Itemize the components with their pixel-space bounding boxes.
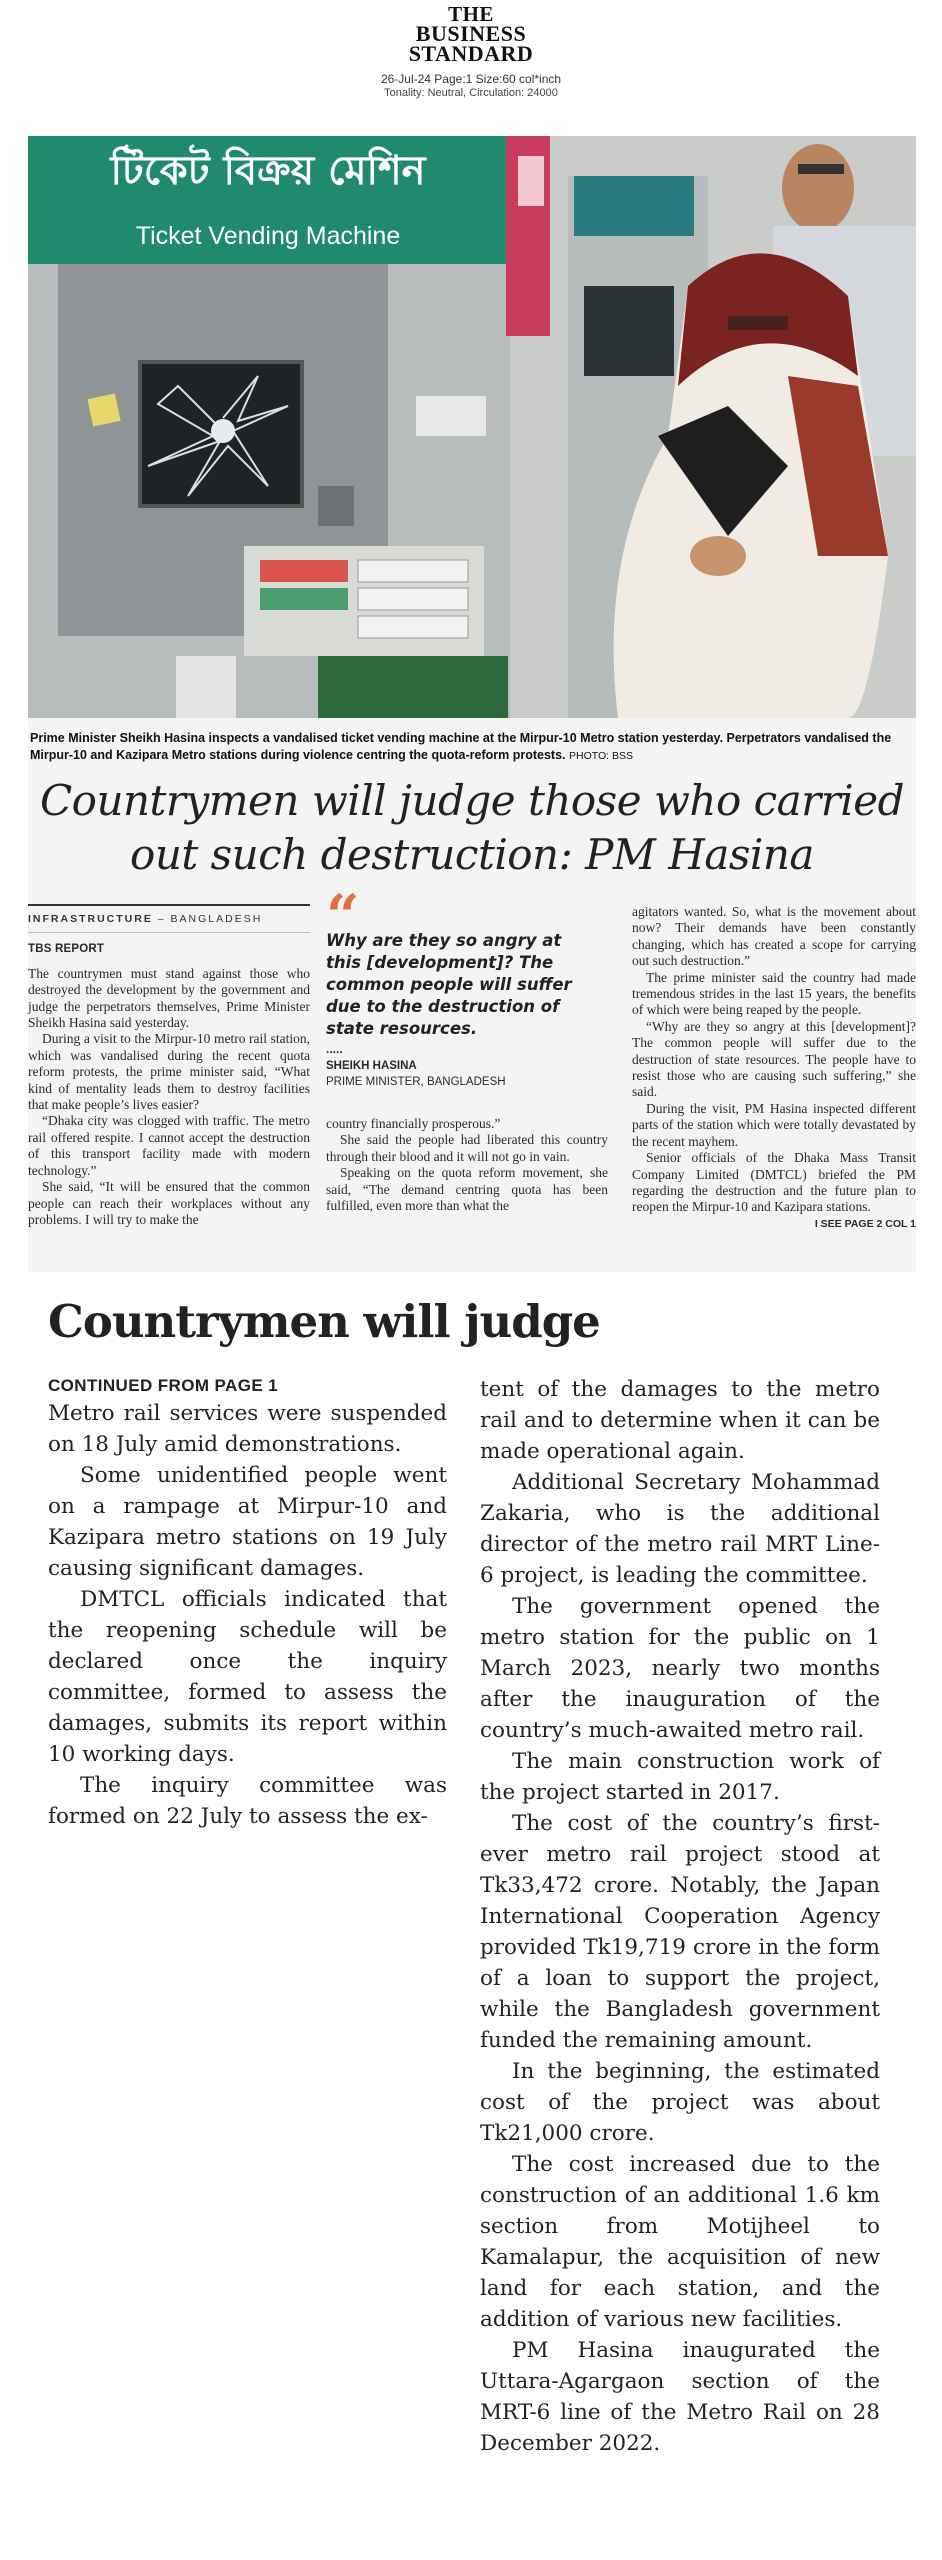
- paragraph: Speaking on the quota reform movement, she said, “The demand centring quota has been fulfilled, even more than what the: [326, 1165, 608, 1214]
- article-column-3: [632, 904, 916, 1232]
- paragraph: The inquiry committee was formed on 22 July to assess the ex-: [48, 1773, 447, 1829]
- logo-line-1: THE: [448, 2, 494, 26]
- article-column-1: [28, 904, 310, 1228]
- section-tag: INFRASTRUCTURE – BANGLADESH: [28, 904, 310, 933]
- paragraph: “Why are they so angry at this [development]? The common people will suffer due to the destruction of state resources. The people have to resist those who are causing such suffering,” she said.: [632, 1018, 916, 1100]
- paragraph: The main construction work of the project started in 2017.: [480, 1749, 880, 1805]
- clipping-meta-tonality: Tonality: Neutral, Circulation: 24000: [384, 87, 558, 99]
- photo-credit: PHOTO: BSS: [568, 750, 633, 762]
- paragraph: The prime minister said the country had made tremendous strides in the last 15 years, the benefits of which were being reaped by the people.: [632, 969, 916, 1018]
- paragraph: She said, “It will be ensured that the common people can reach their workplaces without any problems. I will try to make the: [28, 1179, 310, 1227]
- subsection-label: BANGLADESH: [170, 913, 263, 925]
- paragraph: She said the people had liberated this country through their blood and it will not go in vain.: [326, 1132, 608, 1164]
- continuation-headline: Countrymen will judge: [48, 1295, 600, 1348]
- logo-line-2: BUSINESS: [415, 21, 527, 46]
- paragraph: Senior officials of the Dhaka Mass Transit Company Limited (DMTCL) briefed the PM regarding the destruction and the future plan to reopen the Mirpur-10 and Kazipara stations.: [632, 1150, 916, 1215]
- quote-mark-icon: “: [326, 882, 360, 950]
- paragraph: DMTCL officials indicated that the reopening schedule will be declared once the inquiry committee, formed to assess the damages, submits its report within 10 working days.: [48, 1587, 447, 1767]
- continuation-column-1: [48, 1374, 447, 1832]
- clipping-meta-date: 26-Jul-24 Page:1 Size:60 col*inch: [380, 72, 562, 86]
- paragraph: The cost of the country’s first-ever metro rail project stood at Tk33,472 crore. Notably, the Japan International Cooperation Agency provided Tk19,719 crore in the form of a loan to support the project, while the Bangladesh government funded the remaining amount.: [480, 1811, 880, 2053]
- news-photo: [28, 136, 916, 718]
- paragraph: Additional Secretary Mohammad Zakaria, who is the additional director of the metro rail MRT Line-6 project, is leading the committee.: [480, 1470, 880, 1588]
- photo-caption: [30, 730, 914, 765]
- paragraph: The cost increased due to the construction of an additional 1.6 km section from Motijheel to Kamalapur, the acquisition of new land for each station, and the addition of various new facilities.: [480, 2152, 880, 2332]
- pull-quote-title: PRIME MINISTER, BANGLADESH: [326, 1076, 506, 1089]
- pull-quote-name: SHEIKH HASINA: [326, 1060, 417, 1072]
- paragraph: tent of the damages to the metro rail and to determine when it can be made operational again.: [480, 1377, 880, 1464]
- logo-line-3: STANDARD: [408, 41, 534, 66]
- pull-quote-divider: .....: [326, 1042, 343, 1056]
- paragraph: During the visit, PM Hasina inspected different parts of the station which were totally devastated by the recent mayhem.: [632, 1100, 916, 1149]
- continuation-jump: I SEE PAGE 2 COL 1: [814, 1217, 916, 1230]
- paragraph: The countrymen must stand against those who destroyed the development by the government and judge the perpetrators themselves, Prime Minister Sheikh Hasina said yesterday.: [28, 965, 310, 1031]
- paragraph: agitators wanted. So, what is the movement about now? Their demands have been constantly changing, which has created a scope for carrying out such destruction.”: [632, 904, 916, 969]
- pull-quote-text: Why are they so angry at this [development]? The common people will suffer due to the destruction of state resources.: [326, 931, 572, 1038]
- section-label: INFRASTRUCTURE: [28, 913, 153, 925]
- byline: TBS REPORT: [28, 943, 105, 956]
- paragraph: PM Hasina inaugurated the Uttara-Agargaon section of the MRT-6 line of the Metro Rail on 28 December 2022.: [480, 2338, 880, 2456]
- sign-english-text: Ticket Vending Machine: [135, 222, 401, 250]
- paragraph: The government opened the metro station for the public on 1 March 2023, nearly two months after the inauguration of the country’s much-awaited metro rail.: [480, 1594, 880, 1743]
- paragraph: Some unidentified people went on a rampage at Mirpur-10 and Kazipara metro stations on 19 July causing significant damages.: [48, 1463, 447, 1581]
- article-clipping: [28, 136, 916, 1272]
- pull-quote: [326, 882, 608, 1116]
- article-headline: Countrymen will judge those who carried out such destruction: PM Hasina: [40, 776, 904, 879]
- article-column-2: [326, 882, 608, 1214]
- photo-illustration: [28, 136, 916, 718]
- paragraph: In the beginning, the estimated cost of the project was about Tk21,000 crore.: [480, 2059, 880, 2146]
- paragraph: country financially prosperous.”: [326, 1116, 501, 1131]
- paragraph: Metro rail services were suspended on 18 July amid demonstrations.: [48, 1401, 447, 1457]
- masthead: [0, 0, 942, 100]
- sign-bengali-text: টিকেট বিক্রয় মেশিন: [110, 148, 426, 194]
- caption-text: Prime Minister Sheikh Hasina inspects a vandalised ticket vending machine at the Mirpur-10 Metro station yesterday. Perpetrators vandalised the Mirpur-10 and Kazipara Metro stations during violence centring the quota-reform protests.: [30, 731, 892, 762]
- newspaper-logo: [395, 4, 547, 64]
- continued-from-label: CONTINUED FROM PAGE 1: [48, 1376, 279, 1395]
- paragraph: “Dhaka city was clogged with traffic. The metro rail offered respite. I cannot accept the destruction of this transport facility made with modern technology.”: [28, 1113, 310, 1178]
- continuation-column-2: [480, 1374, 880, 2459]
- paragraph: During a visit to the Mirpur-10 metro rail station, which was vandalised during the recent quota reform protests, the prime minister said, “What kind of mentality leads them to destroy facilities that make people’s lives easier?: [28, 1031, 310, 1113]
